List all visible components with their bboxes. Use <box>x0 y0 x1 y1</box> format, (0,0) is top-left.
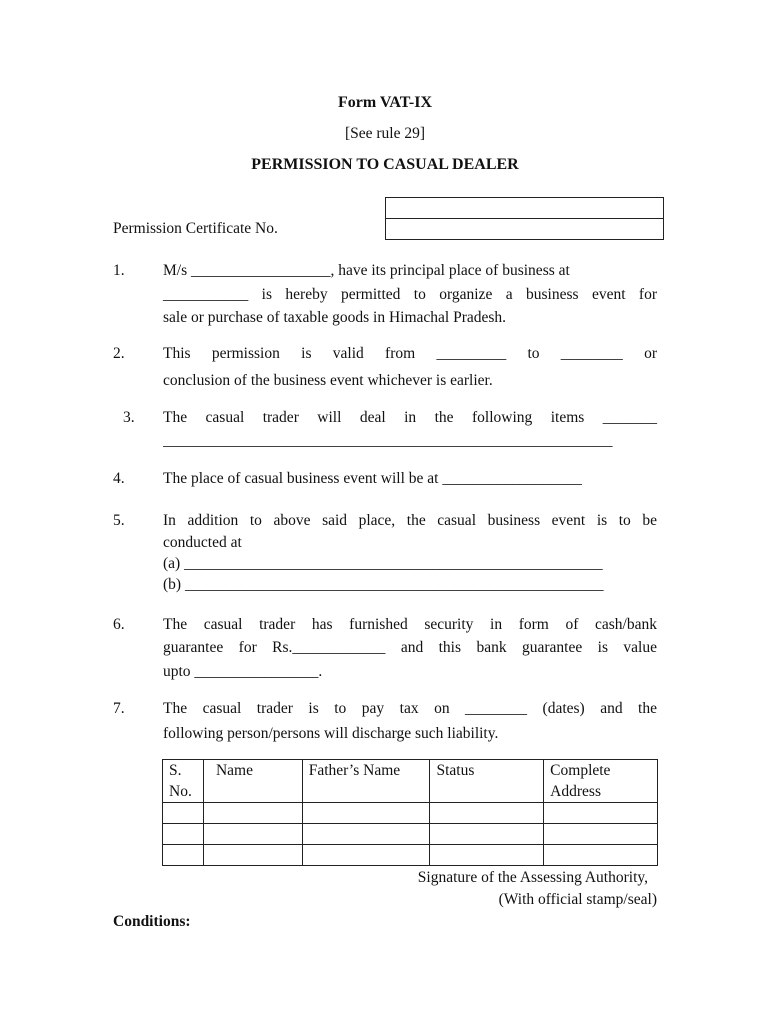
clause-1-line-2: ___________ is hereby permitted to organize a business event for <box>163 286 657 303</box>
clause-5-line-a: (a) ______________________________________________________ <box>163 555 603 572</box>
clause-5-line-1: In addition to above said place, the casual business event is to be <box>163 512 657 529</box>
table-cell[interactable] <box>302 803 430 824</box>
column-header-serial: S. No. <box>163 760 204 803</box>
clause-number: 1. <box>113 262 125 279</box>
clause-2-line-1: This permission is valid from _________ to ________ or <box>163 345 657 362</box>
liability-persons-table <box>162 759 658 866</box>
certificate-number-boxes <box>385 197 664 240</box>
clause-number: 4. <box>113 470 125 487</box>
table-cell[interactable] <box>430 803 544 824</box>
clause-2-line-2: conclusion of the business event whichever is earlier. <box>163 372 493 389</box>
page-heading: PERMISSION TO CASUAL DEALER <box>251 156 519 173</box>
table-cell[interactable] <box>203 824 302 845</box>
clause-number: 3. <box>123 409 135 426</box>
clause-1-line-1: M/s __________________, have its principal place of business at <box>163 262 570 279</box>
clause-7-line-2: following person/persons will discharge such liability. <box>163 725 499 742</box>
table-header-row <box>163 760 658 803</box>
clause-6-line-1: The casual trader has furnished security in form of cash/bank <box>163 616 657 633</box>
rule-reference: [See rule 29] <box>344 125 426 142</box>
table-cell[interactable] <box>430 845 544 866</box>
clause-number: 7. <box>113 700 125 717</box>
table-row <box>163 803 658 824</box>
form-title: Form VAT-IX <box>337 94 433 111</box>
table-cell[interactable] <box>544 845 658 866</box>
table-cell[interactable] <box>302 845 430 866</box>
table-cell[interactable] <box>203 845 302 866</box>
column-header-fathers-name: Father’s Name <box>302 760 430 803</box>
table-cell[interactable] <box>163 803 204 824</box>
clause-1-line-3: sale or purchase of taxable goods in Himachal Pradesh. <box>163 309 507 326</box>
signature-line-1: Signature of the Assessing Authority, <box>417 869 648 886</box>
table-cell[interactable] <box>163 845 204 866</box>
table-cell[interactable] <box>302 824 430 845</box>
column-header-name: Name <box>203 760 302 803</box>
clause-3-line-1: The casual trader will deal in the following items _______ <box>163 409 657 426</box>
column-header-address: Complete Address <box>544 760 658 803</box>
clause-6-line-2: guarantee for Rs.____________ and this bank guarantee is value <box>163 639 657 656</box>
table-cell[interactable] <box>544 803 658 824</box>
conditions-label: Conditions: <box>113 913 191 930</box>
table-cell[interactable] <box>430 824 544 845</box>
clause-number: 2. <box>113 345 125 362</box>
clause-5-line-b: (b) ______________________________________________________ <box>163 576 604 593</box>
signature-line-2: (With official stamp/seal) <box>498 891 657 908</box>
table-cell[interactable] <box>203 803 302 824</box>
certificate-label: Permission Certificate No. <box>113 220 278 237</box>
clause-7-line-1: The casual trader is to pay tax on ________ (dates) and the <box>163 700 657 717</box>
clause-5-line-2: conducted at <box>163 534 242 551</box>
table-cell[interactable] <box>163 824 204 845</box>
column-header-status: Status <box>430 760 544 803</box>
clause-3-line-2: __________________________________________________________ <box>163 432 613 449</box>
certificate-box-row <box>386 198 663 219</box>
table-row <box>163 824 658 845</box>
table-row <box>163 845 658 866</box>
clause-number: 5. <box>113 512 125 529</box>
clause-6-line-3: upto ________________. <box>163 663 323 680</box>
clause-4-line-1: The place of casual business event will be at __________________ <box>163 470 582 487</box>
clause-number: 6. <box>113 616 125 633</box>
table-cell[interactable] <box>544 824 658 845</box>
